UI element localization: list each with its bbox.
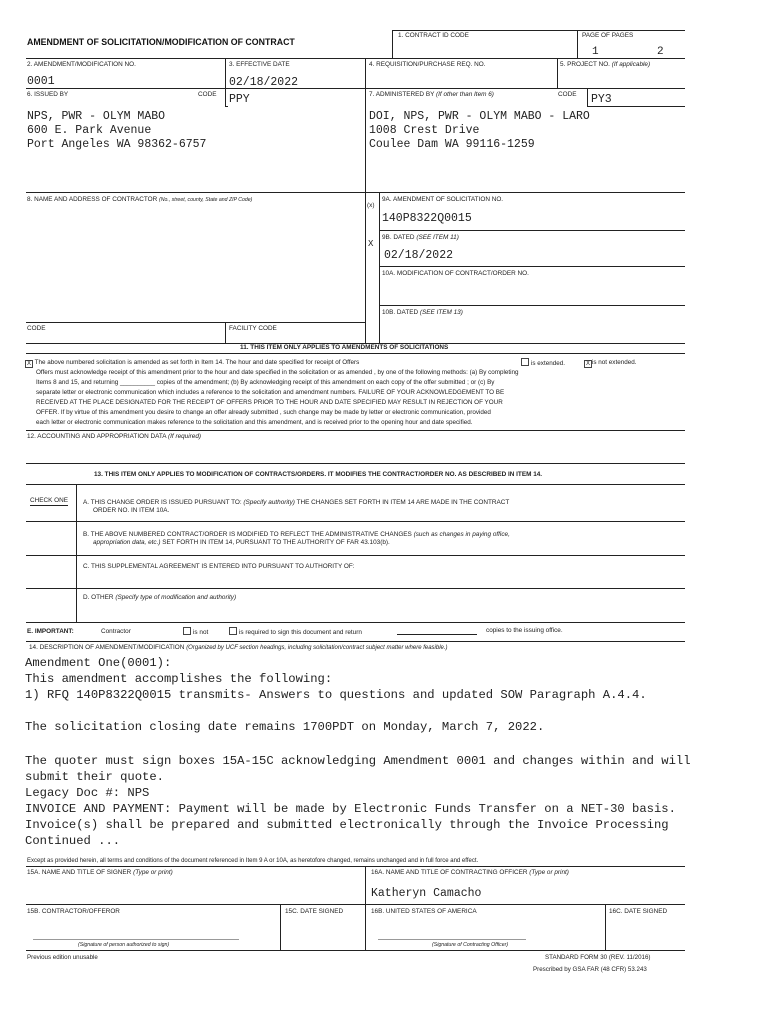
dated-10b-label: 10B. DATED (SEE ITEM 13) <box>382 309 463 316</box>
important-contractor: Contractor <box>101 628 131 635</box>
description-line-7: The quoter must sign boxes 15A-15C acknowledging Amendment 0001 and changes within and will <box>25 754 691 768</box>
requisition-label: 4. REQUISITION/PURCHASE REQ. NO. <box>369 61 486 68</box>
officer-name: Katheryn Camacho <box>371 887 482 900</box>
dated-mark: X <box>368 239 374 249</box>
date-signed-15c-label: 15C. DATE SIGNED <box>285 908 344 915</box>
check-one-label: CHECK ONE <box>30 497 68 504</box>
item11-text-3: separate letter or electronic communication which includes a reference to the solicitation and amendment numbers. FAILURE OF YOUR ACKNOWLEDGEMENT TO BE <box>36 389 505 396</box>
issued-code: PPY <box>229 93 250 106</box>
description-line-5: The solicitation closing date remains 1700PDT on Monday, March 7, 2022. <box>25 720 545 734</box>
change-b-line-1: B. THE ABOVE NUMBERED CONTRACT/ORDER IS MODIFIED TO REFLECT THE ADMINISTRATIVE CHANGES (such as changes in paying office, <box>83 531 510 538</box>
item11-text-5: OFFER. If by virtue of this amendment you desire to change an offer already submitted , such change may be made by letter or electronic communication, provided <box>36 409 491 416</box>
signer-label: 15A. NAME AND TITLE OF SIGNER (Type or print) <box>27 869 173 876</box>
page-number: 1 <box>592 46 599 58</box>
is-required-checkbox[interactable] <box>229 627 237 635</box>
page-of-pages-label: PAGE OF PAGES <box>582 32 634 39</box>
previous-edition: Previous edition unusable <box>27 954 98 961</box>
item11-text-2: Items 8 and 15, and returning __________ copies of the amendment; (b) By acknowledging receipt of this amendment on each copy of the offer submitted ; or (c) By <box>36 379 495 386</box>
amendment-solicitation-label: 9A. AMENDMENT OF SOLICITATION NO. <box>382 196 504 203</box>
facility-code-label: FACILITY CODE <box>229 325 277 332</box>
item11-lead: X The above numbered solicitation is amended as set forth in Item 14. The hour and date specified for receipt of Offers <box>26 359 360 367</box>
prescribed-by: Prescribed by GSA FAR (48 CFR) 53.243 <box>533 966 647 973</box>
description-line-3: 1) RFQ 140P8322Q0015 transmits- Answers to questions and updated SOW Paragraph A.4.4. <box>25 688 647 702</box>
project-no-label: 5. PROJECT NO. (If applicable) <box>560 61 651 68</box>
amendment-no-label: 2. AMENDMENT/MODIFICATION NO. <box>27 61 136 68</box>
solicitation-amended-checkbox[interactable]: X <box>26 361 31 367</box>
admin-line-2: 1008 Crest Drive <box>369 124 480 137</box>
modification-no-label: 10A. MODIFICATION OF CONTRACT/ORDER NO. <box>382 270 529 277</box>
effective-date: 02/18/2022 <box>229 76 299 89</box>
contract-id-label: 1. CONTRACT ID CODE <box>398 32 469 39</box>
item11-heading: 11. THIS ITEM ONLY APPLIES TO AMENDMENTS OF SOLICITATIONS <box>240 344 449 351</box>
contractor-offeror-label: 15B. CONTRACTOR/OFFEROR <box>27 908 120 915</box>
change-b-line-2: appropriation data, etc.) SET FORTH IN ITEM 14, PURSUANT TO THE AUTHORITY OF FAR 43.103(b). <box>93 539 390 546</box>
is-not-option[interactable]: is not <box>183 627 208 637</box>
contractor-code-label: CODE <box>27 325 46 332</box>
description-line-9: Legacy Doc #: NPS <box>25 786 150 800</box>
solicitation-no: 140P8322Q0015 <box>382 212 472 225</box>
not-extended-checkbox[interactable]: X <box>585 361 590 367</box>
copies-text: copies to the issuing office. <box>486 627 563 634</box>
item11-text-4: RECEIVED AT THE PLACE DESIGNATED FOR THE RECEIPT OF OFFERS PRIOR TO THE HOUR AND DATE SPECIFIED MAY RESULT IN REJECTION OF YOUR <box>36 399 503 406</box>
item11-text-6: each letter or electronic communication makes reference to the solicitation and this amendment, and is received prior to the opening hour and date specified. <box>36 419 473 426</box>
description-label: 14. DESCRIPTION OF AMENDMENT/MODIFICATION (Organized by UCF section headings, including solicitation/contract subject matter where feasible.) <box>29 644 448 651</box>
dated-9b: 02/18/2022 <box>384 249 454 262</box>
issued-code-label: CODE <box>198 91 217 98</box>
description-line-1: Amendment One(0001): <box>25 656 172 670</box>
standard-form: STANDARD FORM 30 (REV. 11/2016) <box>545 954 651 961</box>
form-title: AMENDMENT OF SOLICITATION/MODIFICATION OF CONTRACT <box>27 37 295 47</box>
is-not-checkbox[interactable] <box>183 627 191 635</box>
extended-checkbox[interactable] <box>521 358 529 366</box>
administered-by-label: 7. ADMINISTERED BY (If other than Item 6) <box>369 91 494 98</box>
x-column-label: (x) <box>367 202 375 209</box>
issued-by-label: 6. ISSUED BY <box>27 91 69 98</box>
accounting-label: 12. ACCOUNTING AND APPROPRIATION DATA (If required) <box>27 433 202 440</box>
contractor-label: 8. NAME AND ADDRESS OF CONTRACTOR (No., street, county, State and ZIP Code) <box>27 196 253 203</box>
amendment-no: 0001 <box>27 75 55 88</box>
admin-line-3: Coulee Dam WA 99116-1259 <box>369 138 535 151</box>
not-extended-option[interactable]: X is not extended. <box>585 359 637 367</box>
change-a-line-1: A. THIS CHANGE ORDER IS ISSUED PURSUANT TO: (Specify authority) THE CHANGES SET FORTH IN ITEM 14 ARE MADE IN THE CONTRACT <box>83 499 510 506</box>
item13-heading: 13. THIS ITEM ONLY APPLIES TO MODIFICATION OF CONTRACTS/ORDERS. IT MODIFIES THE CONTRACT/ORDER NO. AS DESCRIBED IN ITEM 14. <box>94 471 543 478</box>
important-label: E. IMPORTANT: <box>27 628 74 635</box>
description-line-10: INVOICE AND PAYMENT: Payment will be made by Electronic Funds Transfer on a NET-30 basis. <box>25 802 676 816</box>
description-line-2: This amendment accomplishes the following: <box>25 672 333 686</box>
issued-line-2: 600 E. Park Avenue <box>27 124 152 137</box>
is-required-option[interactable]: is required to sign this document and return <box>229 627 362 637</box>
united-states-label: 16B. UNITED STATES OF AMERICA <box>371 908 477 915</box>
description-line-8: submit their quote. <box>25 770 164 784</box>
signature-officer-caption: (Signature of Contracting Officer) <box>432 942 509 948</box>
item11-text-1: Offers must acknowledge receipt of this amendment prior to the hour and date specified in the solicitation or as amended , by one of the following methods: (a) By completing <box>36 369 519 376</box>
change-a-line-2: ORDER NO. IN ITEM 10A. <box>93 507 170 514</box>
effective-date-label: 3. EFFECTIVE DATE <box>229 61 290 68</box>
date-signed-16c-label: 16C. DATE SIGNED <box>609 908 668 915</box>
page-count: 2 <box>657 46 664 58</box>
admin-code: PY3 <box>591 93 612 106</box>
except-clause: Except as provided herein, all terms and conditions of the document referenced in Item 9 A or 10A, as heretofore changed, remains unchanged and in full force and effect. <box>27 858 479 864</box>
extended-option[interactable]: is extended. <box>521 358 565 369</box>
description-line-12: Continued ... <box>25 834 121 848</box>
dated-9b-label: 9B. DATED (SEE ITEM 11) <box>382 234 459 241</box>
admin-line-1: DOI, NPS, PWR - OLYM MABO - LARO <box>369 110 590 123</box>
contracting-officer-label: 16A. NAME AND TITLE OF CONTRACTING OFFICER (Type or print) <box>371 869 569 876</box>
issued-line-1: NPS, PWR - OLYM MABO <box>27 110 166 123</box>
change-d: D. OTHER (Specify type of modification and authority) <box>83 594 237 601</box>
issued-line-3: Port Angeles WA 98362-6757 <box>27 138 207 151</box>
description-line-11: Invoice(s) shall be prepared and submitted electronically through the Invoice Processing <box>25 818 669 832</box>
admin-code-label: CODE <box>558 91 577 98</box>
change-c: C. THIS SUPPLEMENTAL AGREEMENT IS ENTERED INTO PURSUANT TO AUTHORITY OF: <box>83 563 355 570</box>
signature-contractor-caption: (Signature of person authorized to sign) <box>78 942 170 948</box>
